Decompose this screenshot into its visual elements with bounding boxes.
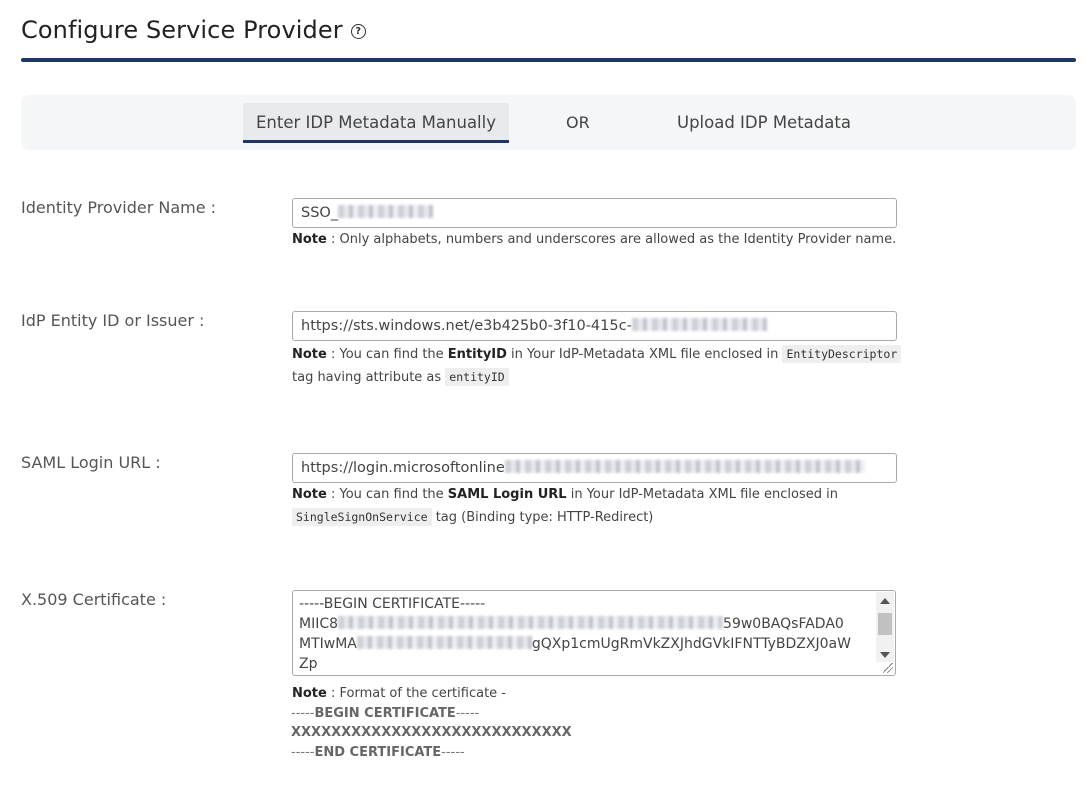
note-text: in Your IdP-Metadata XML file enclosed in bbox=[566, 487, 838, 502]
cert-format-begin bbox=[291, 706, 479, 721]
cert-format-body bbox=[291, 725, 572, 740]
redacted-value bbox=[632, 318, 767, 331]
format-begin-label: BEGIN CERTIFICATE bbox=[314, 706, 456, 721]
login-url-note bbox=[292, 483, 838, 529]
scroll-thumb[interactable] bbox=[878, 613, 892, 635]
cert-format-end bbox=[291, 745, 465, 760]
redacted-value bbox=[505, 460, 865, 473]
note-label: Note bbox=[292, 487, 327, 502]
idp-name-value: SSO_ bbox=[301, 205, 339, 221]
tab-enter-metadata-manually[interactable]: Enter IDP Metadata Manually bbox=[243, 103, 509, 143]
format-body: XXXXXXXXXXXXXXXXXXXXXXXXXXXX bbox=[291, 725, 572, 740]
note-text: : Format of the certificate - bbox=[326, 686, 506, 701]
tab-separator-or: OR bbox=[566, 113, 590, 132]
note-code: SingleSignOnService bbox=[292, 508, 432, 526]
tab-upload-metadata[interactable]: Upload IDP Metadata bbox=[677, 113, 851, 132]
format-dashes: ----- bbox=[455, 706, 480, 721]
note-text: : You can find the bbox=[326, 487, 448, 502]
login-url-input[interactable] bbox=[292, 453, 897, 483]
redacted-value bbox=[357, 636, 532, 649]
note-bold-term: SAML Login URL bbox=[447, 487, 567, 502]
title-divider bbox=[21, 58, 1076, 62]
textarea-scrollbar[interactable] bbox=[876, 592, 894, 662]
entity-id-note bbox=[292, 343, 901, 389]
entity-id-value: https://sts.windows.net/e3b425b0-3f10-415c- bbox=[301, 318, 632, 334]
note-label: Note bbox=[292, 347, 327, 362]
format-end-label: END CERTIFICATE bbox=[314, 745, 442, 760]
scroll-down-arrow-icon[interactable] bbox=[880, 652, 890, 658]
note-text: tag having attribute as bbox=[292, 370, 446, 385]
help-icon[interactable]: ? bbox=[351, 24, 366, 39]
certificate-line bbox=[299, 614, 871, 634]
certificate-line: Zp bbox=[299, 656, 318, 672]
certificate-line: -----BEGIN CERTIFICATE----- bbox=[299, 596, 486, 612]
metadata-tab-bar bbox=[21, 95, 1076, 150]
entity-id-label: IdP Entity ID or Issuer : bbox=[21, 311, 205, 330]
note-text: in Your IdP-Metadata XML file enclosed in bbox=[506, 347, 783, 362]
certificate-text: gQXp1cmUgRmVkZXJhdGVkIFNTTyBDZXJ0aW bbox=[531, 636, 851, 652]
certificate-line bbox=[299, 634, 871, 654]
scroll-up-arrow-icon[interactable] bbox=[880, 598, 890, 604]
format-dashes: ----- bbox=[291, 745, 315, 760]
redacted-value bbox=[338, 205, 433, 218]
note-label: Note bbox=[292, 232, 327, 247]
certificate-textarea[interactable] bbox=[292, 590, 896, 676]
certificate-text: MIIC8 bbox=[299, 616, 339, 632]
certificate-label: X.509 Certificate : bbox=[21, 590, 167, 609]
redacted-value bbox=[338, 616, 723, 629]
certificate-note bbox=[292, 682, 506, 705]
format-dashes: ----- bbox=[441, 745, 465, 760]
note-code: entityID bbox=[445, 368, 508, 386]
page-title bbox=[21, 16, 366, 44]
entity-id-input[interactable] bbox=[292, 311, 897, 341]
resize-handle-icon[interactable] bbox=[883, 663, 893, 673]
note-text: : Only alphabets, numbers and underscores are allowed as the Identity Provider name. bbox=[326, 232, 897, 247]
page-title-text: Configure Service Provider bbox=[21, 16, 343, 44]
note-bold-term: EntityID bbox=[447, 347, 507, 362]
login-url-value: https://login.microsoftonline bbox=[301, 460, 505, 476]
certificate-text: 59w0BAQsFADA0 bbox=[723, 616, 844, 632]
note-text: : You can find the bbox=[326, 347, 448, 362]
idp-name-input[interactable] bbox=[292, 198, 897, 228]
idp-name-label: Identity Provider Name : bbox=[21, 198, 217, 217]
note-text: tag (Binding type: HTTP-Redirect) bbox=[431, 510, 654, 525]
login-url-label: SAML Login URL : bbox=[21, 453, 161, 472]
note-code: EntityDescriptor bbox=[782, 345, 901, 363]
certificate-text: MTIwMA bbox=[299, 636, 357, 652]
format-dashes: ----- bbox=[291, 706, 315, 721]
note-label: Note bbox=[292, 686, 327, 701]
idp-name-note bbox=[292, 228, 896, 251]
